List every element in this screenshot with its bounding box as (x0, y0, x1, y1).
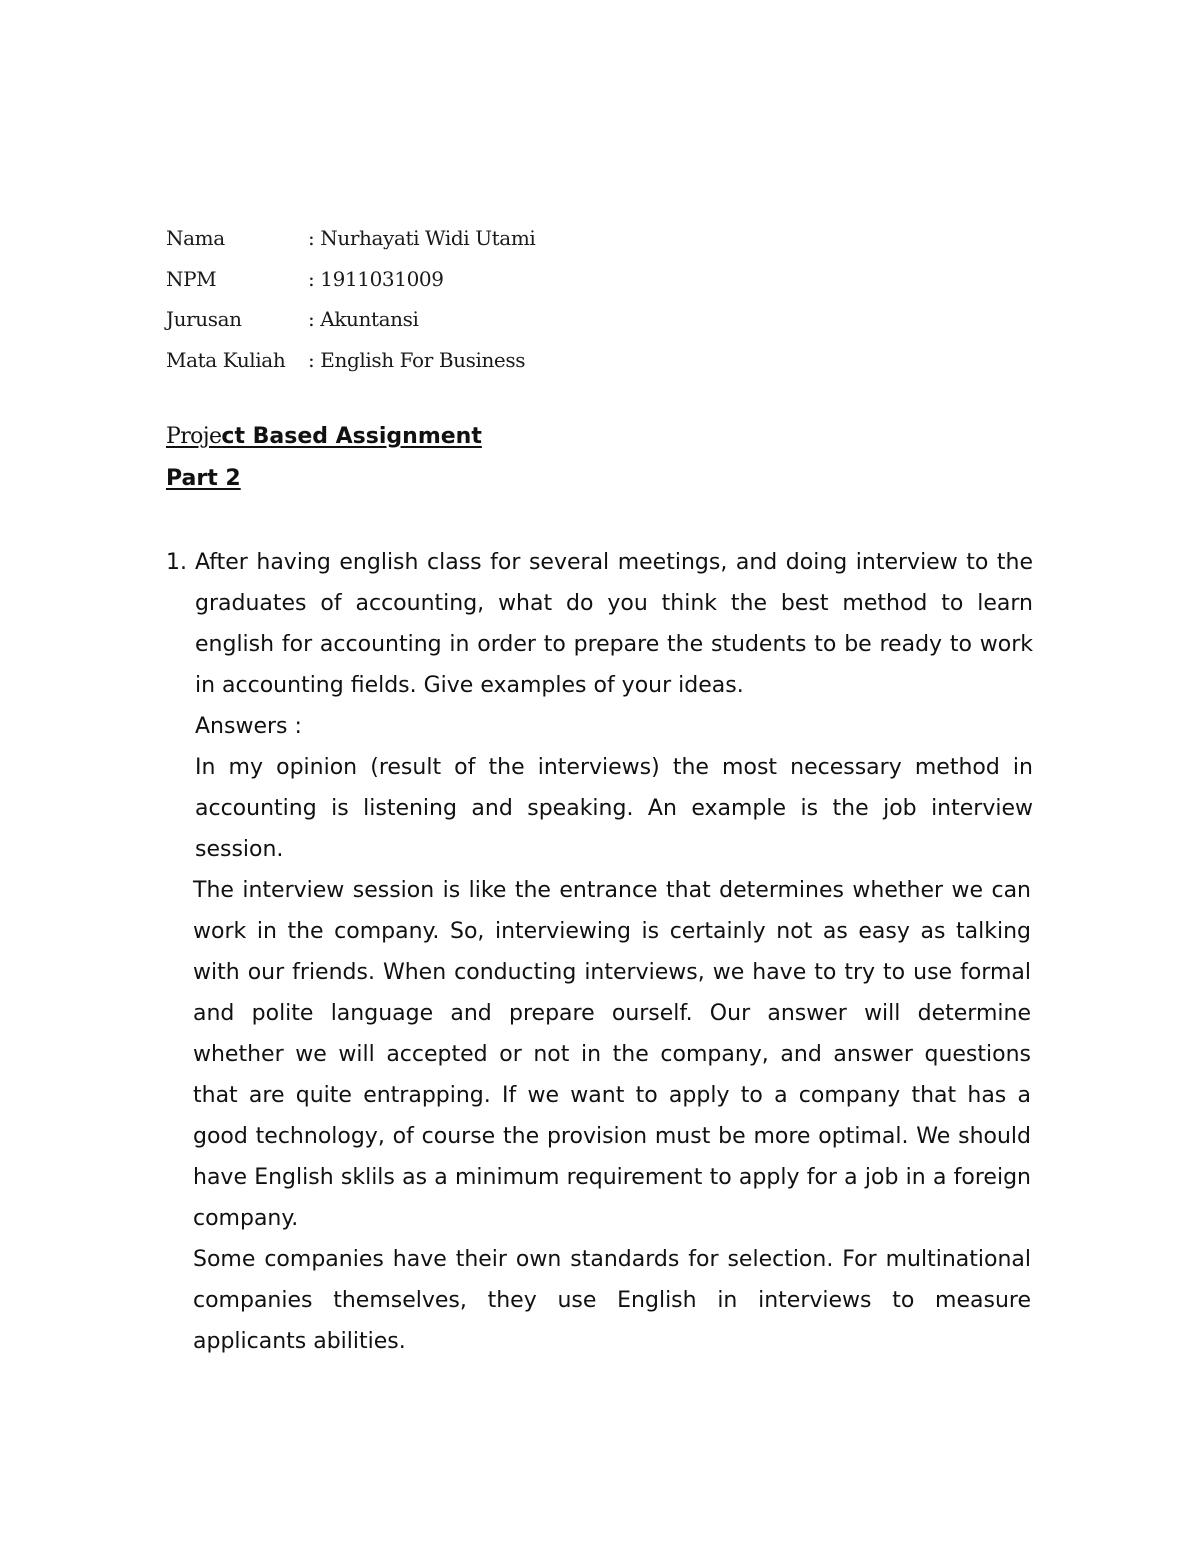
info-label: Jurusan (166, 307, 242, 332)
info-label: NPM (166, 266, 217, 291)
answers-label: Answers : (195, 714, 302, 739)
question-text (195, 542, 1033, 706)
title-sans-part: ct Based Assignment (221, 424, 482, 449)
title-serif-part: Proje (166, 424, 222, 449)
paragraph-text: The interview session is like the entrance that determines whether we can work in the company. So, interviewing is certainly not as easy as talking with our friends. When conducting interviews, we have to try to use formal and polite language and prepare ourself. Our answer will determine whether we will accepted or not in the company, and answer questions that are quite entrapping. If we want to apply to a company that has a good technology, of course the provision must be more optimal. We should have English sklils as a minimum requirement to apply for a job in a foreign company. (193, 878, 1031, 1231)
paragraph-text: Some companies have their own standards for selection. For multinational companies themselves, they use English in interviews to measure applicants abilities. (193, 1247, 1031, 1354)
answer-paragraph-1 (195, 747, 1033, 870)
question-number: 1. (166, 550, 187, 575)
info-value: : 1911031009 (308, 266, 444, 291)
answer-paragraph-3 (193, 1239, 1031, 1362)
info-row-npm (166, 259, 535, 300)
info-value: : Akuntansi (308, 307, 419, 332)
info-label: Nama (166, 226, 225, 250)
info-row-nama (166, 218, 535, 259)
info-row-mata-kuliah (166, 340, 535, 381)
part-title: Part 2 (166, 466, 241, 491)
info-value: : English For Business (308, 348, 526, 373)
info-row-jurusan (166, 299, 535, 340)
info-label: Mata Kuliah (166, 348, 286, 373)
paragraph-text: In my opinion (result of the interviews) the most necessary method in accounting is listening and speaking. An example is the job interview session. (195, 755, 1033, 862)
answer-paragraph-2 (193, 870, 1031, 1239)
question-paragraph: After having english class for several meetings, and doing interview to the graduates of accounting, what do you think the best method to learn english for accounting in order to prepare the students to be ready to work in accounting fields. Give examples of your ideas. (195, 550, 1033, 698)
info-value: : Nurhayati Widi Utami (308, 226, 536, 250)
assignment-title (166, 424, 482, 449)
student-info (166, 218, 535, 381)
